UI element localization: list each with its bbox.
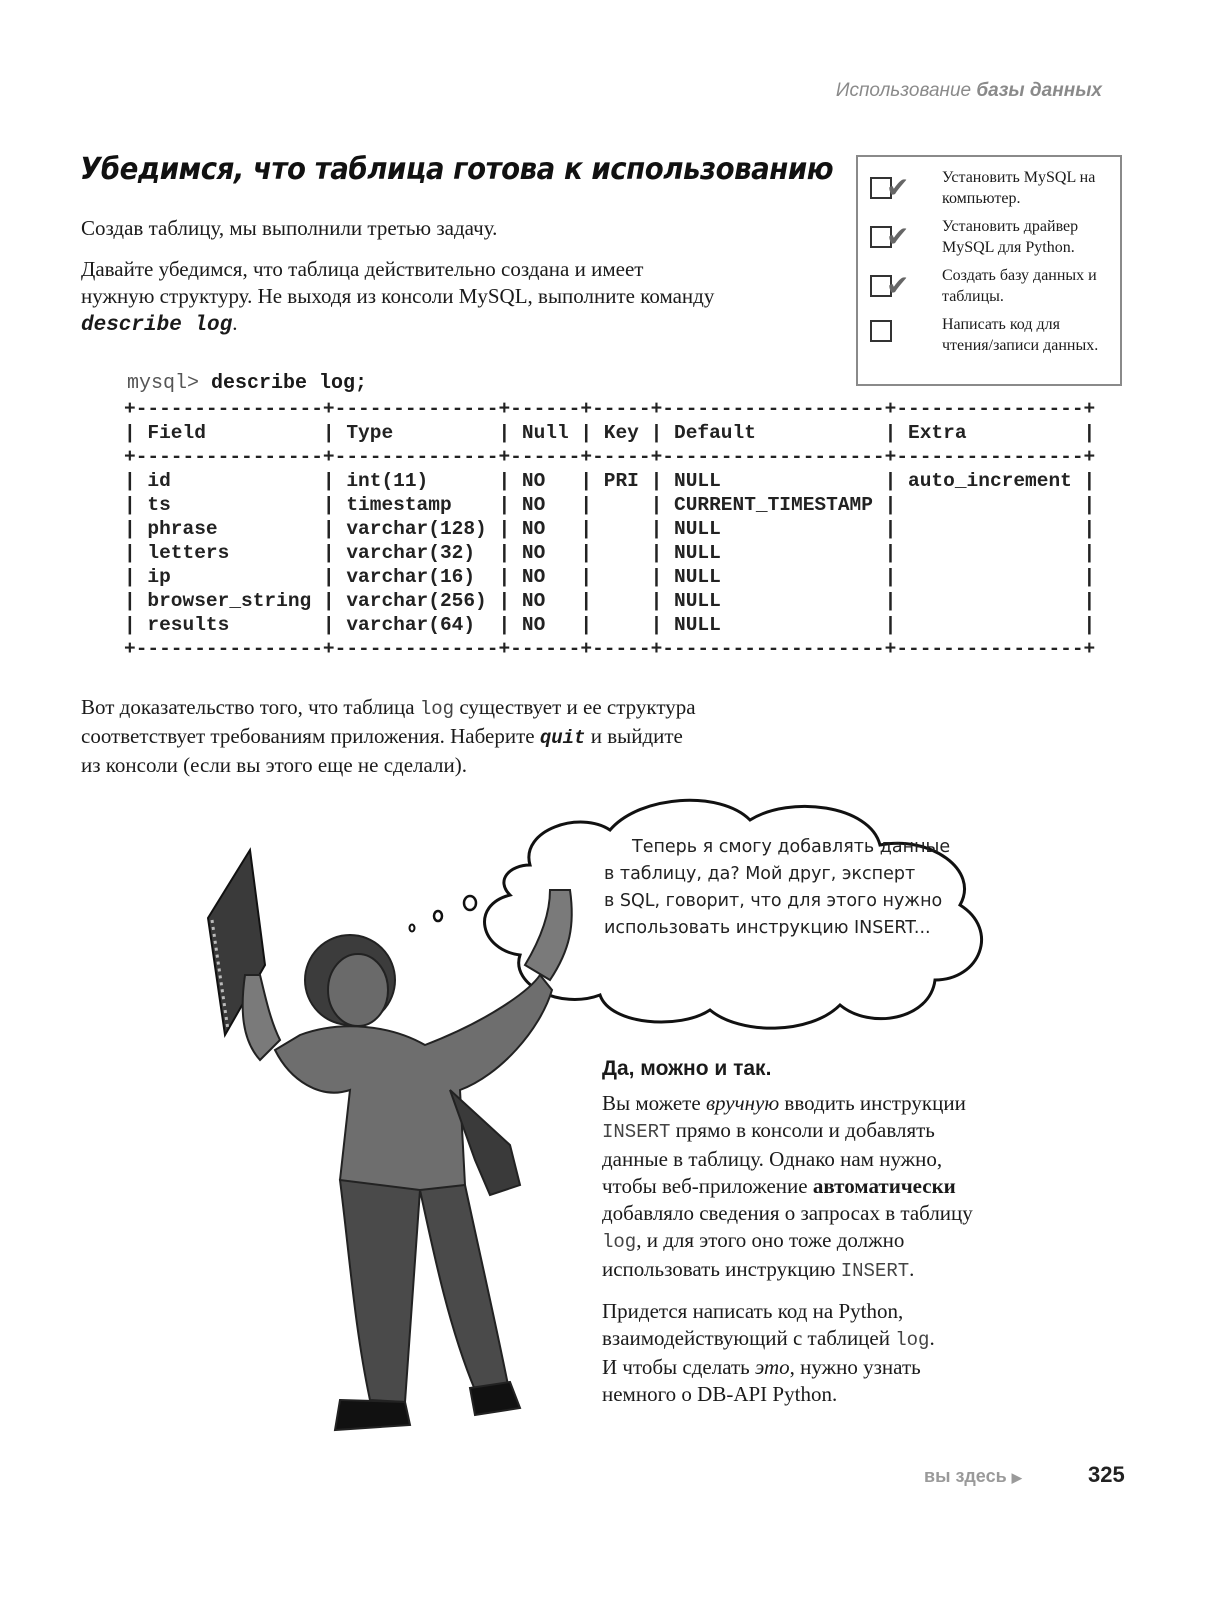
answer-text: И чтобы сделать [602, 1355, 756, 1379]
answer-text: прямо в консоли и добавлять [670, 1118, 935, 1142]
checkbox [870, 269, 910, 302]
answer-text: Вы можете [602, 1091, 706, 1115]
footer-nav [924, 1466, 1022, 1487]
describe-command: describe log [81, 314, 233, 337]
header-bold: базы данных [976, 80, 1102, 101]
answer-paragraph-1 [602, 1090, 1042, 1285]
console-command-text: describe log; [211, 372, 368, 395]
thought-dot-large [464, 896, 476, 910]
answer-text: использовать инструкцию [602, 1257, 841, 1281]
thought-dot-medium [434, 911, 442, 921]
log-code: log [602, 1231, 637, 1253]
arrow-right-icon: ▶ [1011, 1470, 1022, 1485]
bubble-line1: Теперь я смогу добавлять данные [632, 837, 951, 857]
proof-text: соответствует требованиям приложения. Наберите [81, 724, 540, 748]
bubble-line3: в SQL, говорит, что для этого нужно [604, 891, 943, 911]
intro-paragraph-1: Создав таблицу, мы выполнили третью задачу. [81, 216, 498, 240]
proof-paragraph [81, 694, 841, 779]
page-title: Убедимся, что таблица готова к использованию [80, 152, 834, 187]
proof-line2 [81, 723, 841, 752]
answer-heading: Да, можно и так. [602, 1057, 772, 1080]
checklist-item-label: Написать код для чтения/записи данных. [942, 316, 1099, 354]
log-code: log [419, 698, 455, 720]
checkbox [870, 220, 910, 253]
answer-text: Придется написать код на Python, [602, 1299, 904, 1323]
checkmark-icon: ✔ [886, 269, 910, 302]
intro-p2-line1: Давайте убедимся, что таблица действительно создана и имеет [81, 257, 644, 281]
log-code: log [895, 1329, 930, 1351]
quit-command: quit [539, 727, 586, 749]
checklist-item-label: Создать базу данных и таблицы. [942, 267, 1097, 305]
describe-output-table: +----------------+--------------+------+-----+-------------------+----------------+ | Field | Type | Null | Key | Default | Extra | +----------------+--------------+------+-----+-------------------+----------------+ | id | int(11) | NO | PRI | NULL | auto_increment | | ts | timestamp | NO | | CURRENT_TIMESTAMP | | | phrase | varchar(128) | NO | | NULL | | | letters | varchar(32) | NO | | NULL | | | ip | varchar(16) | NO | | NULL | | | browser_string | varchar(256) | NO | | NULL | | | results | varchar(64) | NO | | NULL | | +----------------+--------------+------+-----+-------------------+----------------+ [124, 398, 1096, 660]
bubble-line4: использовать инструкцию INSERT... [604, 918, 931, 938]
answer-text: вводить инструкции [779, 1091, 966, 1115]
checkmark-icon: ✔ [886, 171, 910, 204]
answer-text: . [909, 1257, 915, 1281]
proof-line1 [81, 694, 841, 723]
intro-paragraph-2 [81, 256, 841, 339]
checkmark-icon: ✔ [886, 220, 910, 253]
thought-bubble-text [604, 834, 984, 942]
task-checklist [856, 155, 1122, 386]
answer-text: чтобы веб-приложение [602, 1174, 813, 1198]
answer-text: немного о DB-API Python. [602, 1382, 838, 1406]
answer-text: данные в таблицу. Однако нам нужно, [602, 1147, 943, 1171]
answer-bold: автоматически [812, 1174, 956, 1198]
intro-p2-line3 [81, 310, 841, 339]
bubble-line2: в таблицу, да? Мой друг, эксперт [604, 864, 916, 884]
page-number: 325 [1088, 1462, 1125, 1487]
proof-text: Вот доказательство того, что таблица [81, 695, 420, 719]
answer-emphasis: это [755, 1355, 790, 1379]
answer-emphasis: вручную [705, 1091, 780, 1115]
header-normal: Использование [835, 80, 977, 101]
console-command [127, 372, 367, 395]
proof-line3: из консоли (если вы этого еще не сделали). [81, 753, 467, 777]
answer-text: , и для этого оно тоже должно [636, 1228, 905, 1252]
answer-paragraph-2 [602, 1298, 1042, 1408]
you-are-here-label: вы здесь [924, 1466, 1007, 1486]
console-prompt: mysql> [127, 372, 212, 395]
answer-text: взаимодействующий с таблицей [602, 1326, 896, 1350]
thought-dot-small [410, 925, 415, 932]
intro-p2-end: . [232, 311, 238, 335]
checklist-item-label: Установить MySQL на компьютер. [942, 169, 1096, 207]
running-header [836, 80, 1102, 102]
insert-code: INSERT [840, 1260, 910, 1282]
insert-code: INSERT [602, 1121, 671, 1143]
answer-text: добавляло сведения о запросах в таблицу [602, 1201, 973, 1225]
checkbox [870, 171, 910, 204]
proof-text: и выйдите [585, 724, 683, 748]
intro-p2-line2: нужную структуру. Не выходя из консоли MySQL, выполните команду [81, 284, 715, 308]
checkbox [870, 320, 892, 342]
answer-text: , нужно узнать [789, 1355, 921, 1379]
answer-text: . [929, 1326, 935, 1350]
checklist-item-label: Установить драйвер MySQL для Python. [942, 218, 1079, 256]
proof-text: существует и ее структура [454, 695, 696, 719]
